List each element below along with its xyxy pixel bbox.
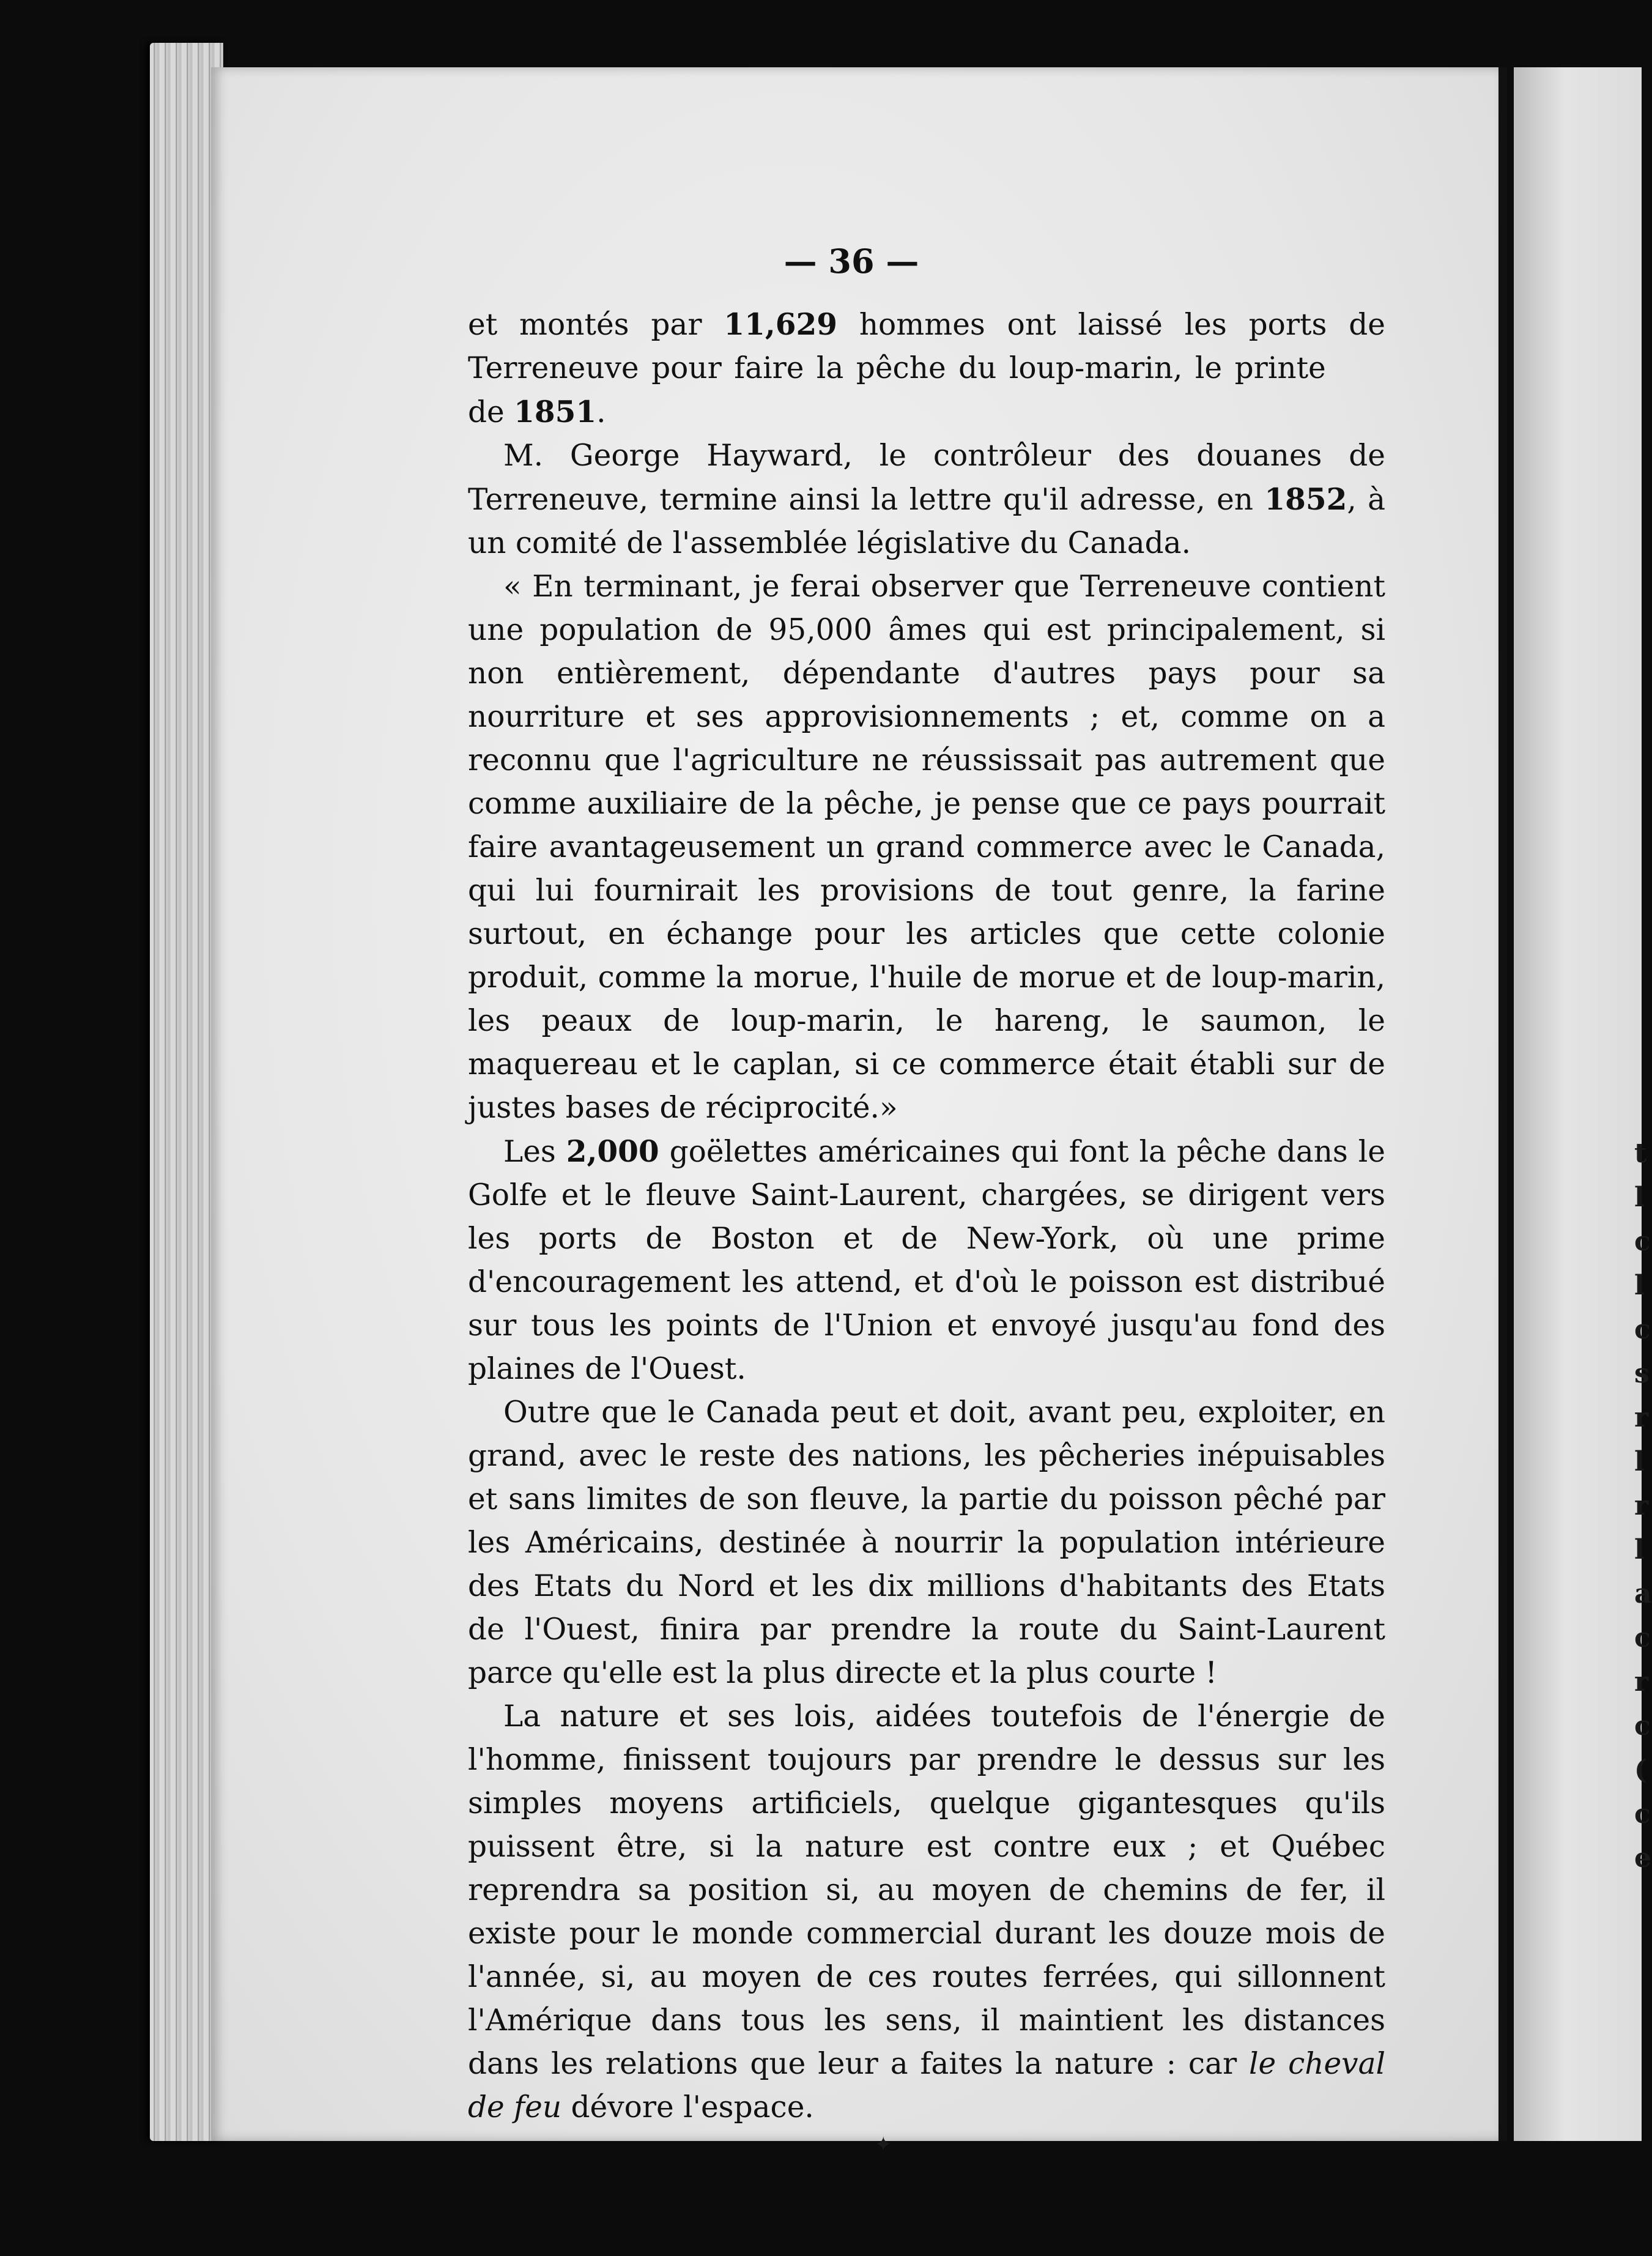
text-segment: et montés par (468, 308, 724, 342)
facing-page-glyph: c (1634, 1710, 1651, 1742)
text-segment: . (596, 395, 606, 429)
paragraph-5 (468, 1391, 1385, 1695)
facing-page-glyph: l (1634, 1182, 1645, 1213)
paragraph-4 (468, 1130, 1385, 1391)
paragraph-2 (468, 434, 1385, 565)
text-segment: goëlettes américaines qui font la pêche dans le Golfe et le fleuve Saint-Laurent, chargées, se dirigent vers les ports de Boston et de New-York, où une prime d'encouragement les attend, et d'où le poisson est distribué sur tous les points de l'Union et envoyé jusqu'au fond des plaines de l'Ouest. (468, 1135, 1385, 1386)
facing-page-glyph: s (1634, 1358, 1650, 1389)
page-number: — 36 — (783, 242, 919, 281)
text-segment: hommes ont laissé les ports de Terreneuve pour faire la pêche du loup-marin, le printe (468, 308, 1385, 385)
facing-page-glyph: l (1634, 1534, 1645, 1565)
paragraph-6 (468, 1695, 1385, 2129)
facing-page-glyph: c (1634, 1226, 1651, 1257)
text-segment: le cheval de feu (468, 2047, 1385, 2124)
text-segment: dévore l'espace. (561, 2090, 814, 2124)
text-segment: La nature et ses lois, aidées toutefois de l'énergie de l'homme, finissent toujours par prendre le dessus sur les simples moyens artificiels, quelque gigantesques qu'ils puissent être, si la nature est contre eux ; et Québec reprendra sa position si, au moyen de chemins de fer, il existe pour le monde commercial durant les douze mois de l'année, si, au moyen de ces routes ferrées, qui sillonnent l'Amérique dans tous les sens, il maintient les distances dans les relations que leur a faites la nature : car (468, 1699, 1385, 2081)
text-segment: « En terminant, je ferai observer que Terreneuve contient une population de 95,000 âmes qui est principalement, si non entièrement, dépendante d'autres pays pour sa nourriture et ses approvisionnements ; et, comme on a reconnu que l'agriculture ne réussissait pas autrement que comme auxiliaire de la pêche, je pense que ce pays pourrait faire avantageusement un grand commerce avec le Canada, qui lui fournirait les provisions de tout genre, la farine surtout, en échange pour les articles que cette colonie produit, comme la morue, l'huile de morue et de loup-marin, les peaux de loup-marin, le hareng, le saumon, le maquereau et le caplan, si ce commerce était établi sur de justes bases de réciprocité.» (468, 570, 1385, 1125)
facing-page-glyph: r (1634, 1666, 1649, 1698)
page-body-text (468, 303, 1385, 2129)
facing-page-glyph: ( (1634, 1754, 1647, 1786)
facing-page-glyph: l (1634, 1446, 1645, 1477)
facing-page-glyph: t (1634, 1138, 1647, 1169)
facing-page-glyph: r (1634, 1402, 1649, 1433)
page-blemish-mark: ✦ (875, 2132, 892, 2157)
facing-page-glyph: r (1634, 1490, 1649, 1521)
text-segment: M. George Hayward, le contrôleur des douanes de Terreneuve, termine ainsi la lettre qu'il adresse, en (468, 439, 1385, 517)
facing-page-glyph: c (1634, 1798, 1651, 1830)
facing-page-glyph: e (1634, 1842, 1651, 1874)
paragraph-1 (468, 303, 1385, 434)
text-segment: 1852 (1264, 482, 1347, 517)
facing-page-fragment (1514, 67, 1642, 2141)
text-segment: 1851 (514, 395, 597, 429)
facing-page-glyph: c (1634, 1622, 1651, 1653)
text-segment: Outre que le Canada peut et doit, avant peu, exploiter, en grand, avec le reste des nations, les pêcheries inépuisables et sans limites de son fleuve, la partie du poisson pêché par les Américains, destinée à nourrir la population intérieure des Etats du Nord et les dix millions d'habitants des Etats de l'Ouest, finira par prendre la route du Saint-Laurent parce qu'elle est la plus directe et la plus courte ! (468, 1395, 1385, 1690)
text-segment: Les (503, 1135, 566, 1169)
facing-page-glyph: l (1634, 1270, 1645, 1301)
facing-page-glyph: c (1634, 1314, 1651, 1345)
text-segment: , à un comité de l'assemblée législative du Canada. (468, 483, 1385, 560)
facing-page-glyph: a (1634, 1578, 1652, 1609)
text-segment: 11,629 (724, 307, 837, 342)
text-segment (1326, 351, 1385, 385)
text-segment: 2,000 (566, 1134, 659, 1169)
paragraph-3-quotation (468, 565, 1385, 1130)
text-segment: de (468, 395, 514, 429)
